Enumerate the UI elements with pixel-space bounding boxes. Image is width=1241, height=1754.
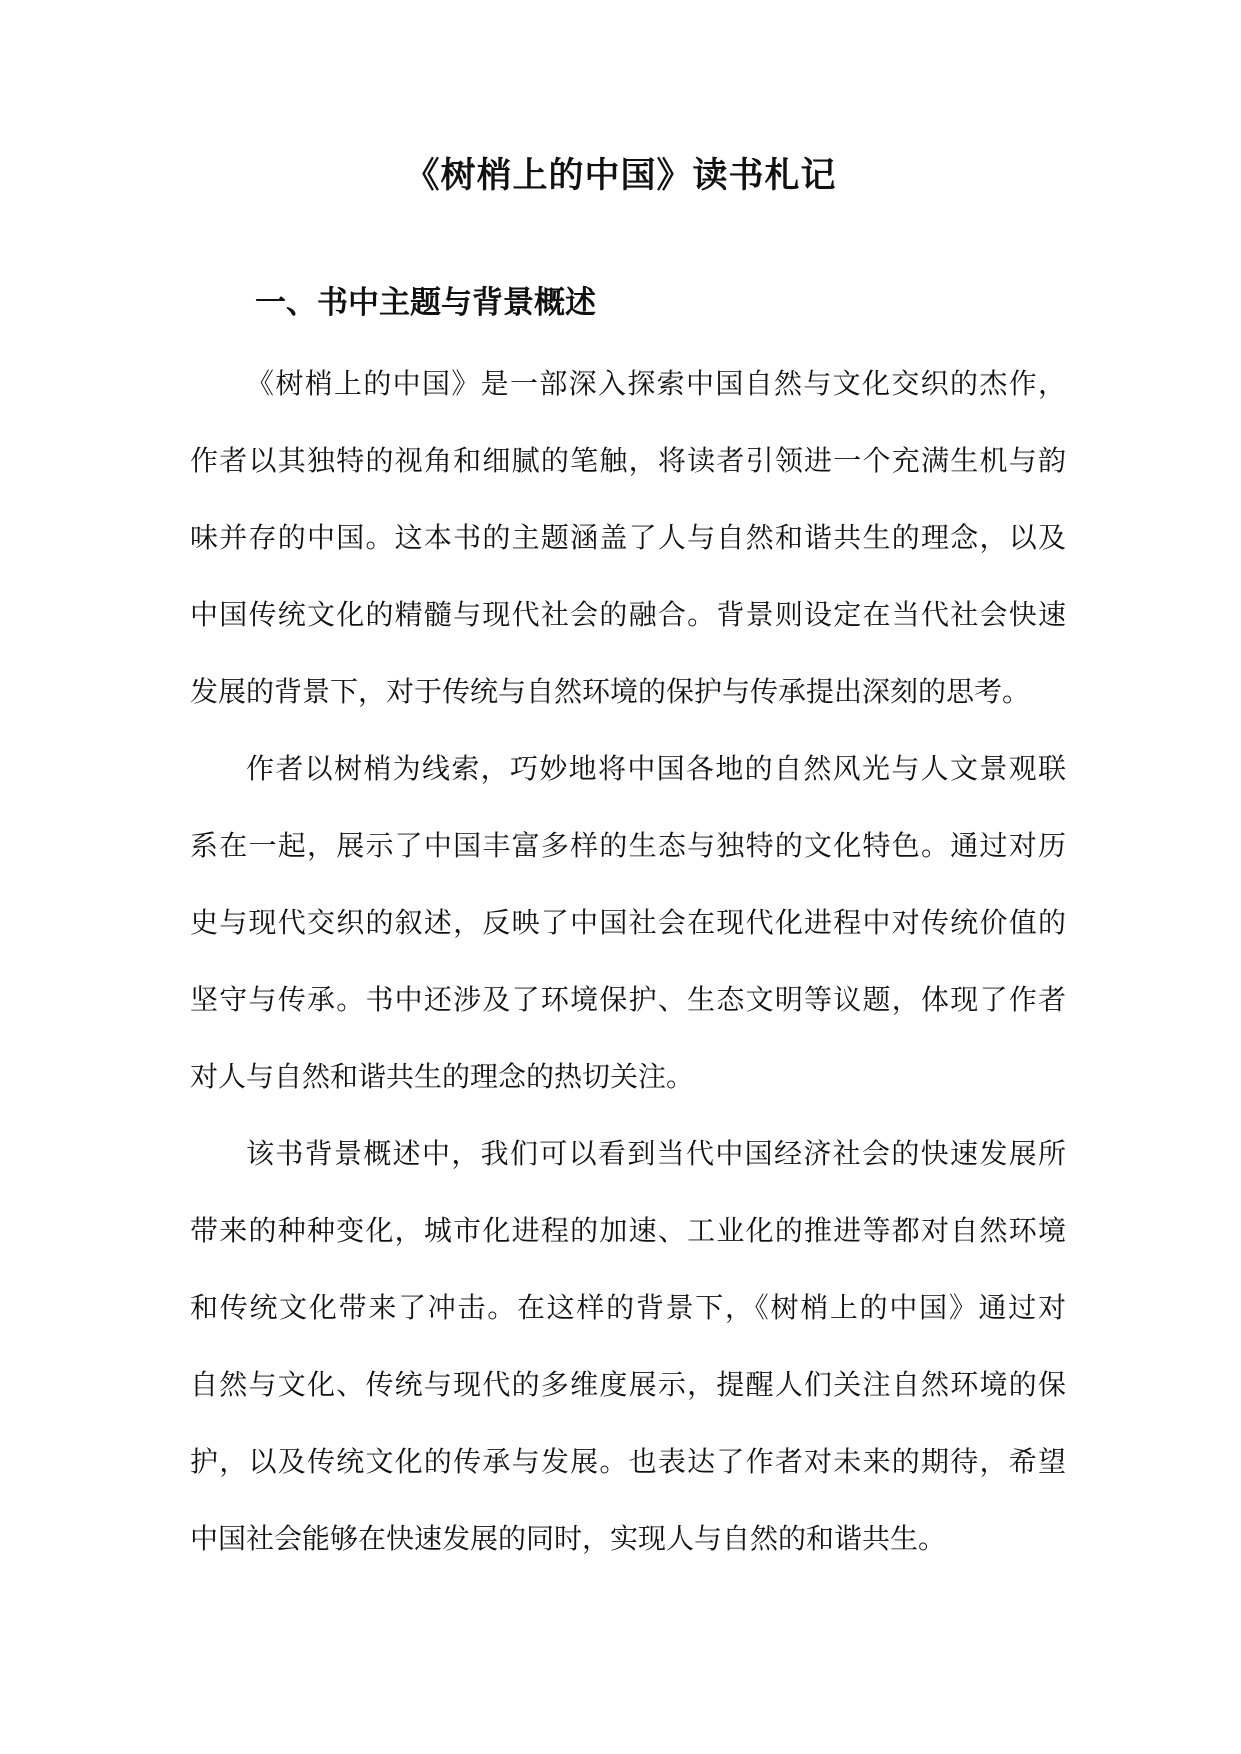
paragraph-line: 自然与文化、传统与现代的多维度展示，提醒人们关注自然环境的保 bbox=[190, 1368, 1066, 1401]
paragraph-2 bbox=[190, 730, 1066, 1115]
paragraph-1 bbox=[190, 345, 1066, 730]
paragraph-3 bbox=[190, 1115, 1066, 1577]
paragraph-line: 《树梢上的中国》是一部深入探索中国自然与文化交织的杰作， bbox=[246, 367, 1066, 400]
document-title: 《树梢上的中国》读书札记 bbox=[404, 155, 837, 196]
paragraph-line: 坚守与传承。书中还涉及了环境保护、生态文明等议题，体现了作者 bbox=[190, 983, 1066, 1016]
paragraph-line: 作者以树梢为线索，巧妙地将中国各地的自然风光与人文景观联 bbox=[246, 752, 1066, 785]
paragraph-line: 中国社会能够在快速发展的同时，实现人与自然的和谐共生。 bbox=[190, 1522, 947, 1555]
paragraph-line: 该书背景概述中，我们可以看到当代中国经济社会的快速发展所 bbox=[246, 1137, 1066, 1170]
paragraph-line: 带来的种种变化，城市化进程的加速、工业化的推进等都对自然环境 bbox=[190, 1214, 1066, 1247]
paragraph-line: 味并存的中国。这本书的主题涵盖了人与自然和谐共生的理念，以及 bbox=[190, 521, 1066, 554]
paragraph-line: 系在一起，展示了中国丰富多样的生态与独特的文化特色。通过对历 bbox=[190, 829, 1066, 862]
paragraph-line: 对人与自然和谐共生的理念的热切关注。 bbox=[190, 1060, 695, 1093]
paragraph-line: 护，以及传统文化的传承与发展。也表达了作者对未来的期待，希望 bbox=[190, 1445, 1066, 1478]
paragraph-line: 史与现代交织的叙述，反映了中国社会在现代化进程中对传统价值的 bbox=[190, 906, 1066, 939]
paragraph-line: 发展的背景下，对于传统与自然环境的保护与传承提出深刻的思考。 bbox=[190, 675, 1031, 708]
paragraph-line: 中国传统文化的精髓与现代社会的融合。背景则设定在当代社会快速 bbox=[190, 598, 1066, 631]
paragraph-line: 和传统文化带来了冲击。在这样的背景下，《树梢上的中国》通过对 bbox=[190, 1291, 1066, 1324]
paragraph-line: 作者以其独特的视角和细腻的笔触，将读者引领进一个充满生机与韵 bbox=[190, 444, 1066, 477]
section-heading: 一、书中主题与背景概述 bbox=[255, 285, 596, 321]
